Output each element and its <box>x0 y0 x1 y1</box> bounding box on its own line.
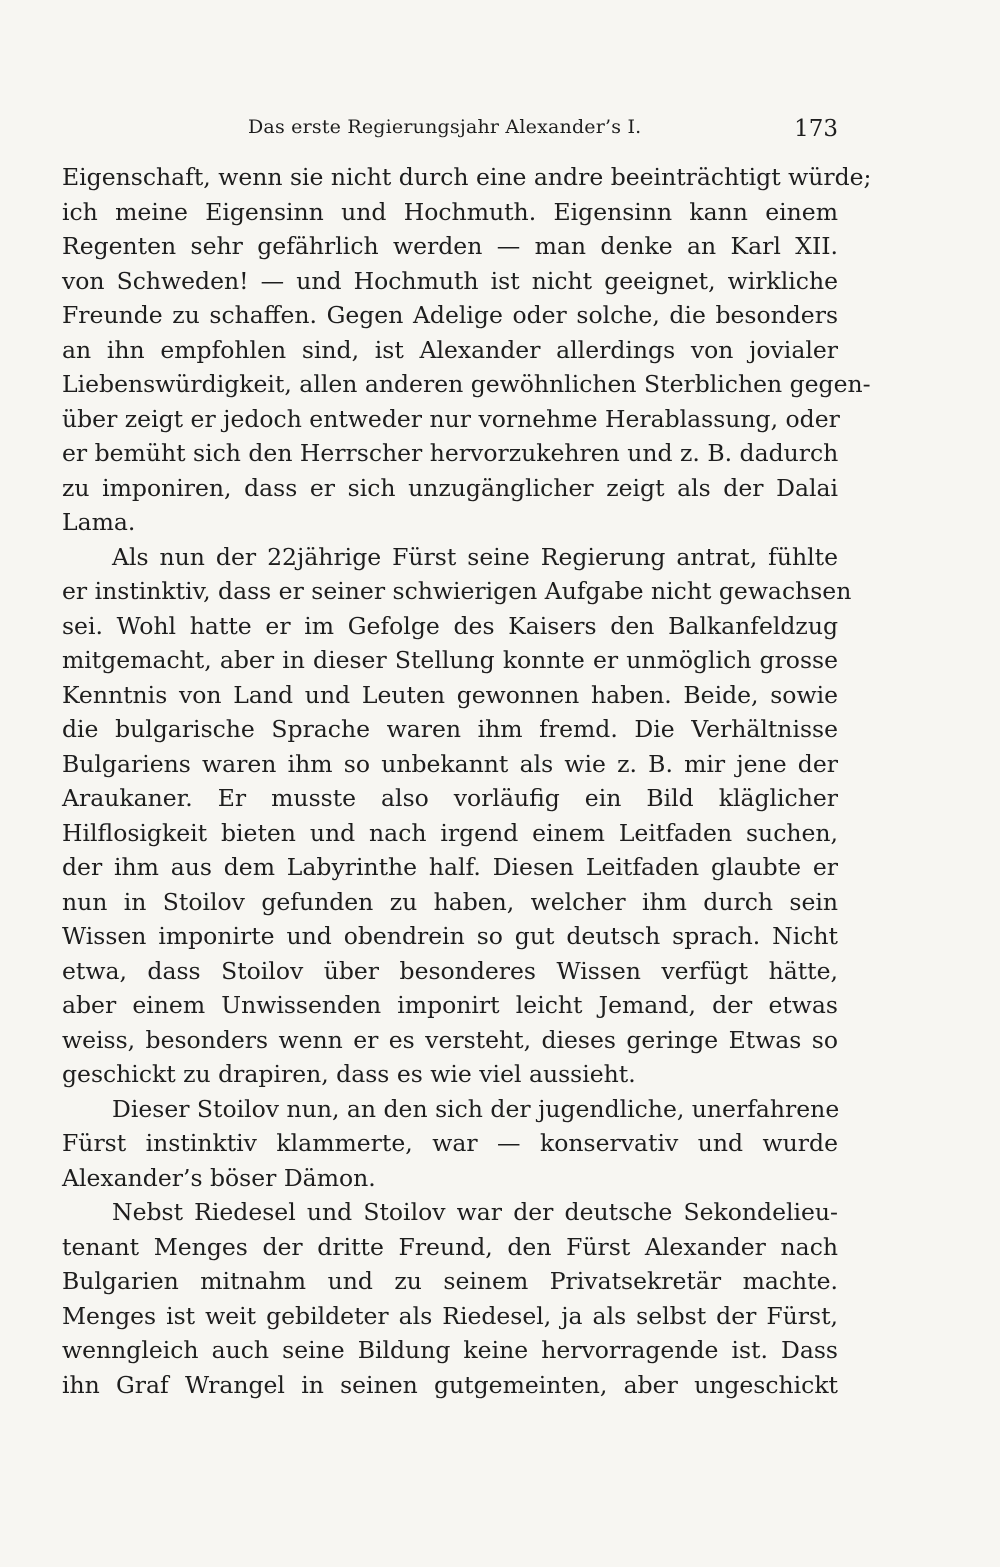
text-line: Dieser Stoilov nun, an den sich der jugendliche, unerfahrene <box>112 1094 840 1123</box>
text-line: er instinktiv, dass er seiner schwierigen Aufgabe nicht gewachsen <box>62 577 852 605</box>
text-line: nun in Stoilov gefunden zu haben, welcher ihm durch sein <box>62 887 838 916</box>
page-header <box>62 112 838 146</box>
text-line: Regenten sehr gefährlich werden — man denke an Karl XII. <box>62 232 838 260</box>
text-line: Hilflosigkeit bieten und nach irgend einem Leitfaden suchen, <box>62 818 838 847</box>
running-title: Das erste Regierungsjahr Alexander’s I. <box>248 116 642 138</box>
text-line: von Schweden! — und Hochmuth ist nicht geeignet, wirkliche <box>62 266 838 295</box>
text-line: Araukaner. Er musste also vorläufig ein Bild kläglicher <box>62 784 838 812</box>
text-line: zu imponiren, dass er sich unzugänglicher zeigt als der Dalai <box>62 473 838 502</box>
text-line: Als nun der 22jährige Fürst seine Regierung antrat, fühlte <box>112 542 838 571</box>
text-line: tenant Menges der dritte Freund, den Fürst Alexander nach <box>62 1232 838 1261</box>
text-line: Kenntnis von Land und Leuten gewonnen haben. Beide, sowie <box>62 680 838 709</box>
text-line: sei. Wohl hatte er im Gefolge des Kaisers den Balkanfeldzug <box>62 611 838 640</box>
text-line: geschickt zu drapiren, dass es wie viel aussieht. <box>62 1060 636 1088</box>
text-line: Bulgariens waren ihm so unbekannt als wie z. B. mir jene der <box>62 749 838 778</box>
text-line: aber einem Unwissenden imponirt leicht Jemand, der etwas <box>62 991 838 1019</box>
text-line: Menges ist weit gebildeter als Riedesel, ja als selbst der Fürst, <box>62 1301 838 1330</box>
text-line: mitgemacht, aber in dieser Stellung konnte er unmöglich grosse <box>62 646 838 674</box>
text-line: Fürst instinktiv klammerte, war — konservativ und wurde <box>62 1129 838 1157</box>
text-line: weiss, besonders wenn er es versteht, dieses geringe Etwas so <box>62 1025 838 1054</box>
text-line: Eigenschaft, wenn sie nicht durch eine andre beeinträchtigt würde; <box>62 163 872 191</box>
text-line: etwa, dass Stoilov über besonderes Wissen verfügt hätte, <box>62 956 838 985</box>
text-line: die bulgarische Sprache waren ihm fremd. Die Verhältnisse <box>62 715 838 743</box>
body-text <box>62 160 872 1402</box>
text-line: Freunde zu schaffen. Gegen Adelige oder solche, die besonders <box>62 301 838 329</box>
text-line: Liebenswürdigkeit, allen anderen gewöhnlichen Sterblichen gegen- <box>62 370 871 398</box>
text-line: an ihn empfohlen sind, ist Alexander allerdings von jovialer <box>62 335 838 364</box>
text-line: wenngleich auch seine Bildung keine hervorragende ist. Dass <box>62 1336 838 1364</box>
text-line: ihn Graf Wrangel in seinen gutgemeinten, aber ungeschickt <box>62 1370 838 1399</box>
page-number: 173 <box>794 116 838 142</box>
text-line: über zeigt er jedoch entweder nur vornehme Herablassung, oder <box>62 404 840 433</box>
text-line: Wissen imponirte und obendrein so gut deutsch sprach. Nicht <box>62 922 838 950</box>
text-line: der ihm aus dem Labyrinthe half. Diesen Leitfaden glaubte er <box>62 853 838 881</box>
text-line: Alexander’s böser Dämon. <box>62 1163 376 1192</box>
text-line: ich meine Eigensinn und Hochmuth. Eigensinn kann einem <box>62 197 838 226</box>
text-line: Lama. <box>62 508 136 536</box>
text-line: Nebst Riedesel und Stoilov war der deutsche Sekondelieu- <box>112 1198 838 1226</box>
text-line: er bemüht sich den Herrscher hervorzukehren und z. B. dadurch <box>62 439 839 467</box>
text-line: Bulgarien mitnahm und zu seinem Privatsekretär machte. <box>62 1267 838 1295</box>
